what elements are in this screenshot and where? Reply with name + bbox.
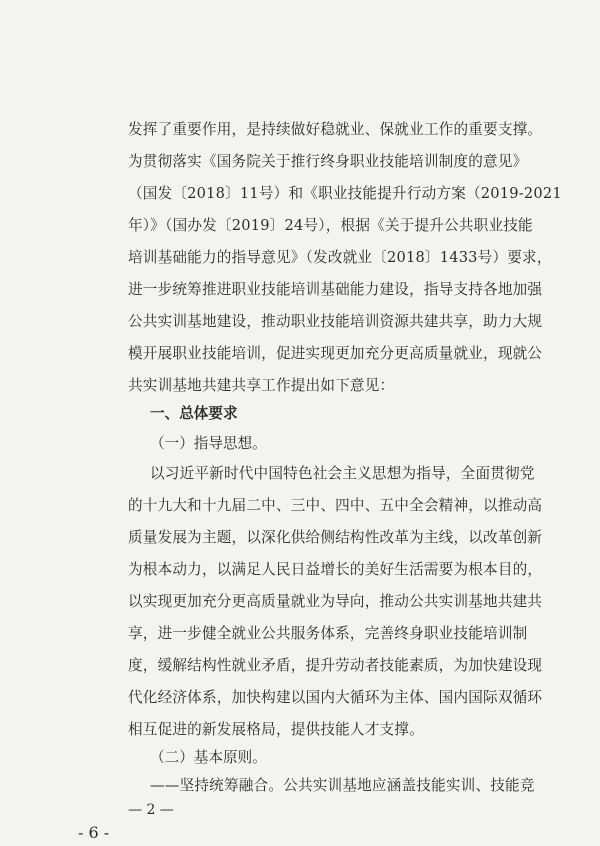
text-line: 度，缓解结构性就业矛盾，提升劳动者技能素质，为加快建设现	[128, 657, 543, 674]
text-line: 共实训基地共建共享工作提出如下意见：	[128, 377, 395, 394]
text-line: 发挥了重要作用，是持续做好稳就业、保就业工作的重要支撑。	[128, 121, 543, 138]
text-line: 公共实训基地建设，推动职业技能培训资源共建共享，助力大规	[128, 313, 543, 330]
text-line: 培训基础能力的指导意见》（发改就业〔2018〕1433号）要求，	[128, 249, 552, 266]
text-line: 的十九大和十九届二中、三中、四中、五中全会精神，以推动高	[128, 497, 543, 514]
section-heading: 一、总体要求	[150, 405, 238, 422]
sub-heading-guiding-ideology: （一）指导思想。	[150, 435, 267, 452]
sub-heading-basic-principles: （二）基本原则。	[150, 749, 267, 766]
text-line: 为贯彻落实《国务院关于推行终身职业技能培训制度的意见》	[128, 153, 528, 170]
text-line: 为根本动力，以满足人民日益增长的美好生活需要为根本目的，	[128, 561, 543, 578]
text-line: 享，进一步健全就业公共服务体系，完善终身职业技能培训制	[128, 625, 528, 642]
text-line: （国发〔2018〕11号）和《职业技能提升行动方案（2019-2021	[128, 185, 562, 202]
text-line: 年）》（国办发〔2019〕24号），根据《关于提升公共职业技能	[128, 217, 533, 234]
text-line: 相互促进的新发展格局，提供技能人才支撑。	[128, 721, 424, 738]
text-line: 代化经济体系，加快构建以国内大循环为主体、国内国际双循环	[128, 689, 543, 706]
inner-page-number: — 2 —	[128, 802, 174, 818]
text-line: 进一步统筹推进职业技能培训基础能力建设，指导支持各地加强	[128, 281, 543, 298]
text-line-principle: ——坚持统筹融合。公共实训基地应涵盖技能实训、技能竞	[150, 777, 535, 794]
text-line: 以习近平新时代中国特色社会主义思想为指导，全面贯彻党	[150, 465, 535, 482]
text-line: 以实现更加充分更高质量就业为导向，推动公共实训基地共建共	[128, 593, 543, 610]
text-line: 质量发展为主题，以深化供给侧结构性改革为主线，以改革创新	[128, 529, 543, 546]
outer-page-number: - 6 -	[78, 823, 110, 842]
text-line: 模开展职业技能培训，促进实现更加充分更高质量就业，现就公	[128, 345, 543, 362]
